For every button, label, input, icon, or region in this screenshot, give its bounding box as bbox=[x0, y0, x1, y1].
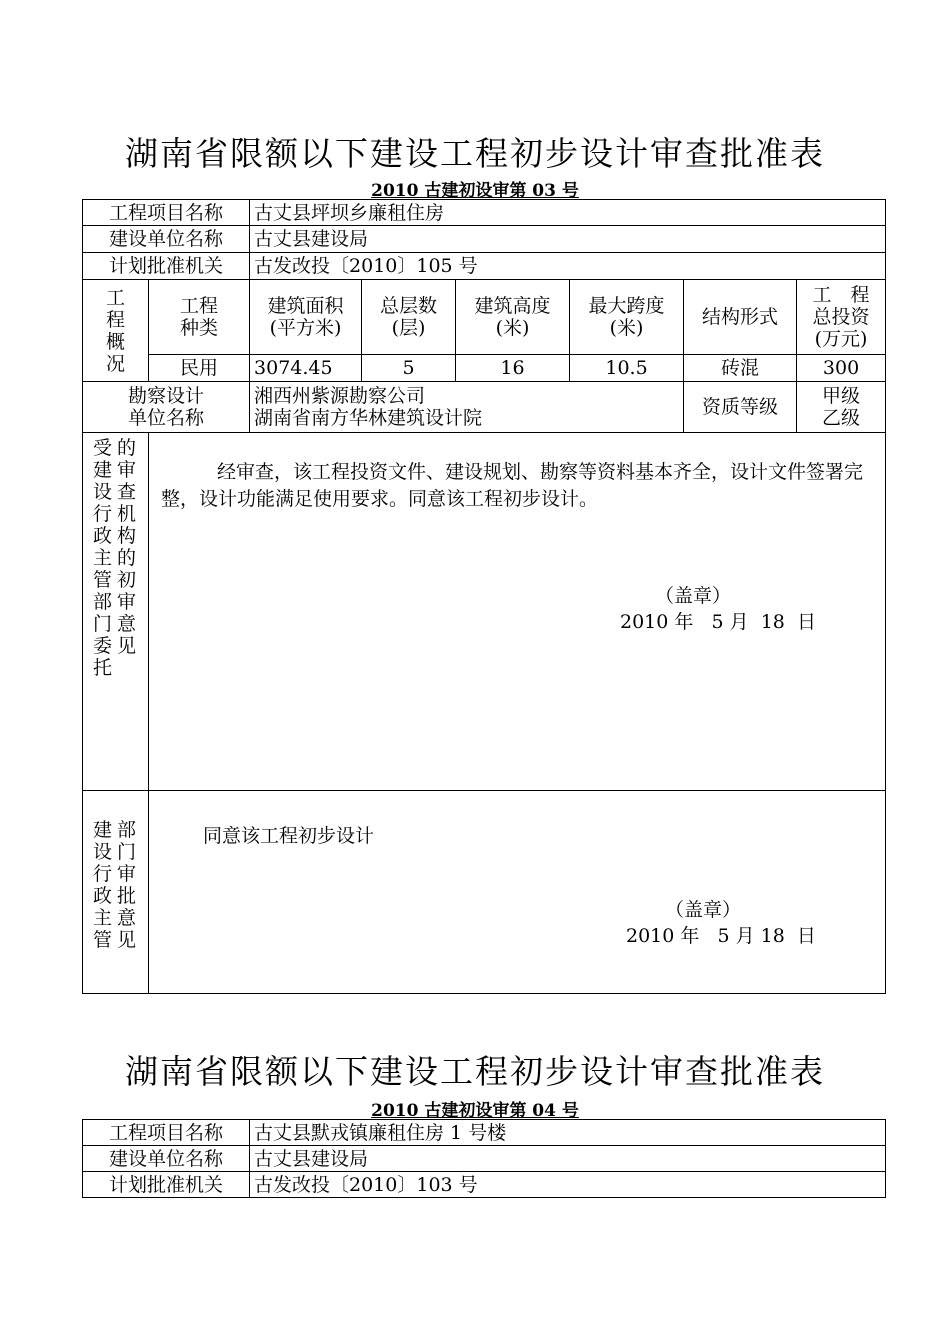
admin-opinion-cell bbox=[149, 791, 886, 994]
admin-seal: （盖章） bbox=[665, 899, 742, 921]
qualification-values: 甲级 乙级 bbox=[797, 382, 886, 433]
value-investment: 300 bbox=[797, 355, 886, 382]
form2-project-name-value: 古丈县默戎镇廉租住房 1 号楼 bbox=[250, 1120, 886, 1146]
approval-org-label: 计划批准机关 bbox=[83, 253, 250, 280]
form2-project-name-label: 工程项目名称 bbox=[83, 1120, 250, 1146]
project-name-label: 工程项目名称 bbox=[83, 200, 250, 226]
review-opinion-cell bbox=[149, 433, 886, 791]
form1-table bbox=[82, 199, 886, 994]
review-opinion-text: 经审查，该工程投资文件、建设规划、勘察等资料基本齐全，设计文件签署完整，设计功能满足使用要求。同意该工程初步设计。 bbox=[161, 461, 864, 510]
form2-doc-number: 2010 古建初设审第 04 号 bbox=[371, 1101, 579, 1121]
header-structure: 结构形式 bbox=[684, 280, 797, 355]
overview-label: 工 程 概 况 bbox=[83, 280, 149, 382]
form2-table bbox=[82, 1119, 886, 1198]
admin-date: 2010 年 5 月 18 日 bbox=[626, 925, 816, 947]
form2-builder-label: 建设单位名称 bbox=[83, 1146, 250, 1172]
survey-units: 湘西州紫源勘察公司 湖南省南方华林建筑设计院 bbox=[250, 382, 684, 433]
approval-org-value: 古发改投〔2010〕105 号 bbox=[250, 253, 886, 280]
survey-label: 勘察设计 单位名称 bbox=[83, 382, 250, 433]
header-type: 工程 种类 bbox=[149, 280, 250, 355]
value-span: 10.5 bbox=[570, 355, 684, 382]
form2-title: 湖南省限额以下建设工程初步设计审查批准表 bbox=[125, 1052, 825, 1091]
form1-doc-number: 2010 古建初设审第 03 号 bbox=[371, 181, 579, 201]
value-floors: 5 bbox=[362, 355, 456, 382]
review-date: 2010 年 5 月 18 日 bbox=[620, 611, 816, 633]
form1-title: 湖南省限额以下建设工程初步设计审查批准表 bbox=[125, 134, 825, 173]
value-type: 民用 bbox=[149, 355, 250, 382]
header-span: 最大跨度 (米) bbox=[570, 280, 684, 355]
value-area: 3074.45 bbox=[250, 355, 362, 382]
project-name-value: 古丈县坪坝乡廉租住房 bbox=[250, 200, 886, 226]
form2-approval-org-label: 计划批准机关 bbox=[83, 1172, 250, 1198]
admin-label: 建 设 行 政 主 管 部 门 审 批 意 见 bbox=[83, 791, 149, 994]
builder-label: 建设单位名称 bbox=[83, 226, 250, 253]
value-height: 16 bbox=[456, 355, 570, 382]
admin-opinion-text: 同意该工程初步设计 bbox=[203, 825, 375, 847]
header-floors: 总层数 (层) bbox=[362, 280, 456, 355]
header-investment: 工 程 总投资 (万元) bbox=[797, 280, 886, 355]
form2-builder-value: 古丈县建设局 bbox=[250, 1146, 886, 1172]
header-height: 建筑高度 (米) bbox=[456, 280, 570, 355]
header-area: 建筑面积 (平方米) bbox=[250, 280, 362, 355]
qualification-label: 资质等级 bbox=[684, 382, 797, 433]
value-structure: 砖混 bbox=[684, 355, 797, 382]
review-label: 受 建 设 行 政 主 管 部 门 委 托 的 审 查 机 构 的 初 审 意 见 bbox=[83, 433, 149, 791]
form2-approval-org-value: 古发改投〔2010〕103 号 bbox=[250, 1172, 886, 1198]
builder-value: 古丈县建设局 bbox=[250, 226, 886, 253]
review-seal: （盖章） bbox=[655, 585, 732, 607]
